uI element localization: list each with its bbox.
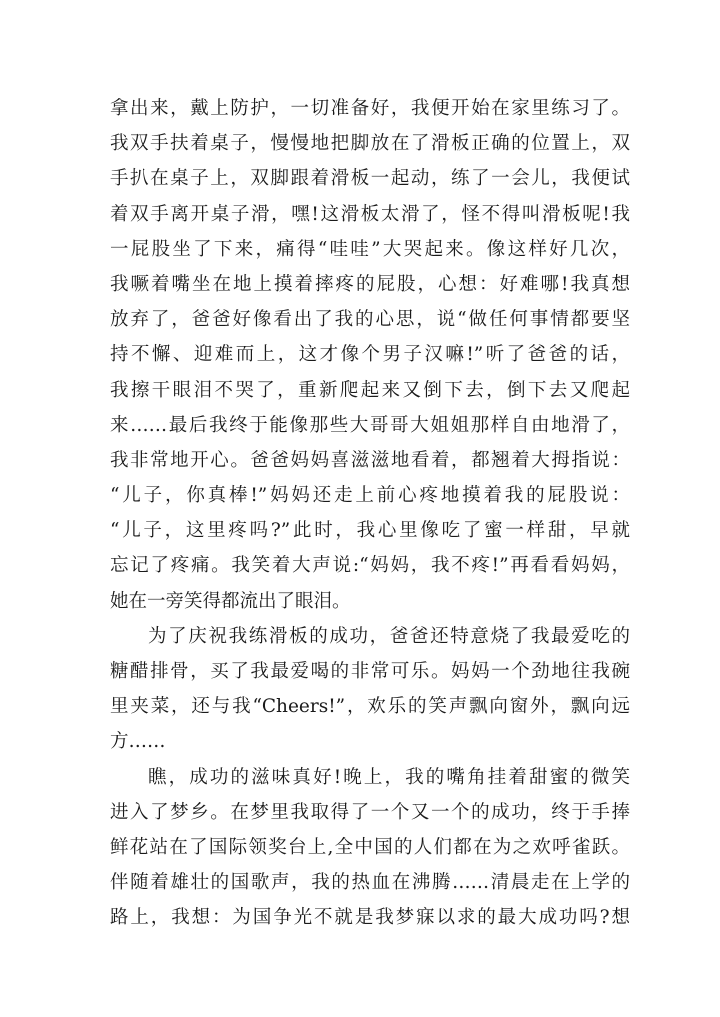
text-line: 里夹菜，还与我“Cheers!”，欢乐的笑声飘向窗外，飘向远 — [110, 696, 630, 718]
text-line: 糖醋排骨，买了我最爱喝的非常可乐。妈妈一个劲地往我碗 — [110, 661, 630, 682]
text-line: 手扒在桌子上，双脚跟着滑板一起动，练了一会儿，我便试 — [110, 168, 630, 190]
text-line: 我非常地开心。爸爸妈妈喜滋滋地看着，都翘着大拇指说： — [110, 449, 630, 471]
text-line: 为了庆祝我练滑板的成功，爸爸还特意烧了我最爱吃的 — [148, 625, 630, 647]
text-line: 我双手扶着桌子，慢慢地把脚放在了滑板正确的位置上，双 — [110, 133, 630, 155]
text-line: 忘记了疼痛。我笑着大声说:“妈妈，我不疼!”再看看妈妈， — [110, 555, 630, 577]
paragraph-dream — [110, 760, 630, 936]
text-line: 着双手离开桌子滑，嘿!这滑板太滑了，怪不得叫滑板呢!我 — [110, 203, 630, 225]
text-line: 鲜花站在了国际领奖台上,全中国的人们都在为之欢呼雀跃。 — [110, 836, 630, 858]
text-line: 一屁股坐了下来，痛得“哇哇”大哭起来。像这样好几次， — [110, 238, 630, 260]
text-line: 放弃了，爸爸好像看出了我的心思，说“做任何事情都要坚 — [110, 309, 630, 331]
text-line: 拿出来，戴上防护，一切准备好，我便开始在家里练习了。 — [110, 98, 630, 119]
text-line: 进入了梦乡。在梦里我取得了一个又一个的成功，终于手捧 — [110, 801, 630, 823]
paragraph-skateboard-practice — [110, 91, 630, 619]
paragraph-celebration — [110, 619, 630, 760]
text-line: 瞧，成功的滋味真好!晚上，我的嘴角挂着甜蜜的微笑 — [148, 766, 630, 788]
text-line: 来……最后我终于能像那些大哥哥大姐姐那样自由地滑了， — [110, 414, 630, 436]
text-line: “儿子，你真棒!”妈妈还走上前心疼地摸着我的屁股说： — [110, 485, 630, 507]
essay-body — [110, 91, 630, 936]
text-line: “儿子，这里疼吗?”此时，我心里像吃了蜜一样甜，早就 — [110, 520, 630, 542]
text-line: 我擦干眼泪不哭了，重新爬起来又倒下去，倒下去又爬起 — [110, 379, 630, 401]
text-line: 持不懈、迎难而上，这才像个男子汉嘛!”听了爸爸的话， — [110, 344, 630, 366]
text-line: 路上，我想：为国争光不就是我梦寐以求的最大成功吗?想 — [110, 907, 630, 929]
text-line: 方…… — [110, 731, 166, 753]
text-line: 伴随着雄壮的国歌声，我的热血在沸腾……清晨走在上学的 — [110, 872, 630, 894]
text-line: 我噘着嘴坐在地上摸着摔疼的屁股，心想：好难哪!我真想 — [110, 273, 630, 295]
text-line: 她在一旁笑得都流出了眼泪。 — [110, 590, 351, 612]
